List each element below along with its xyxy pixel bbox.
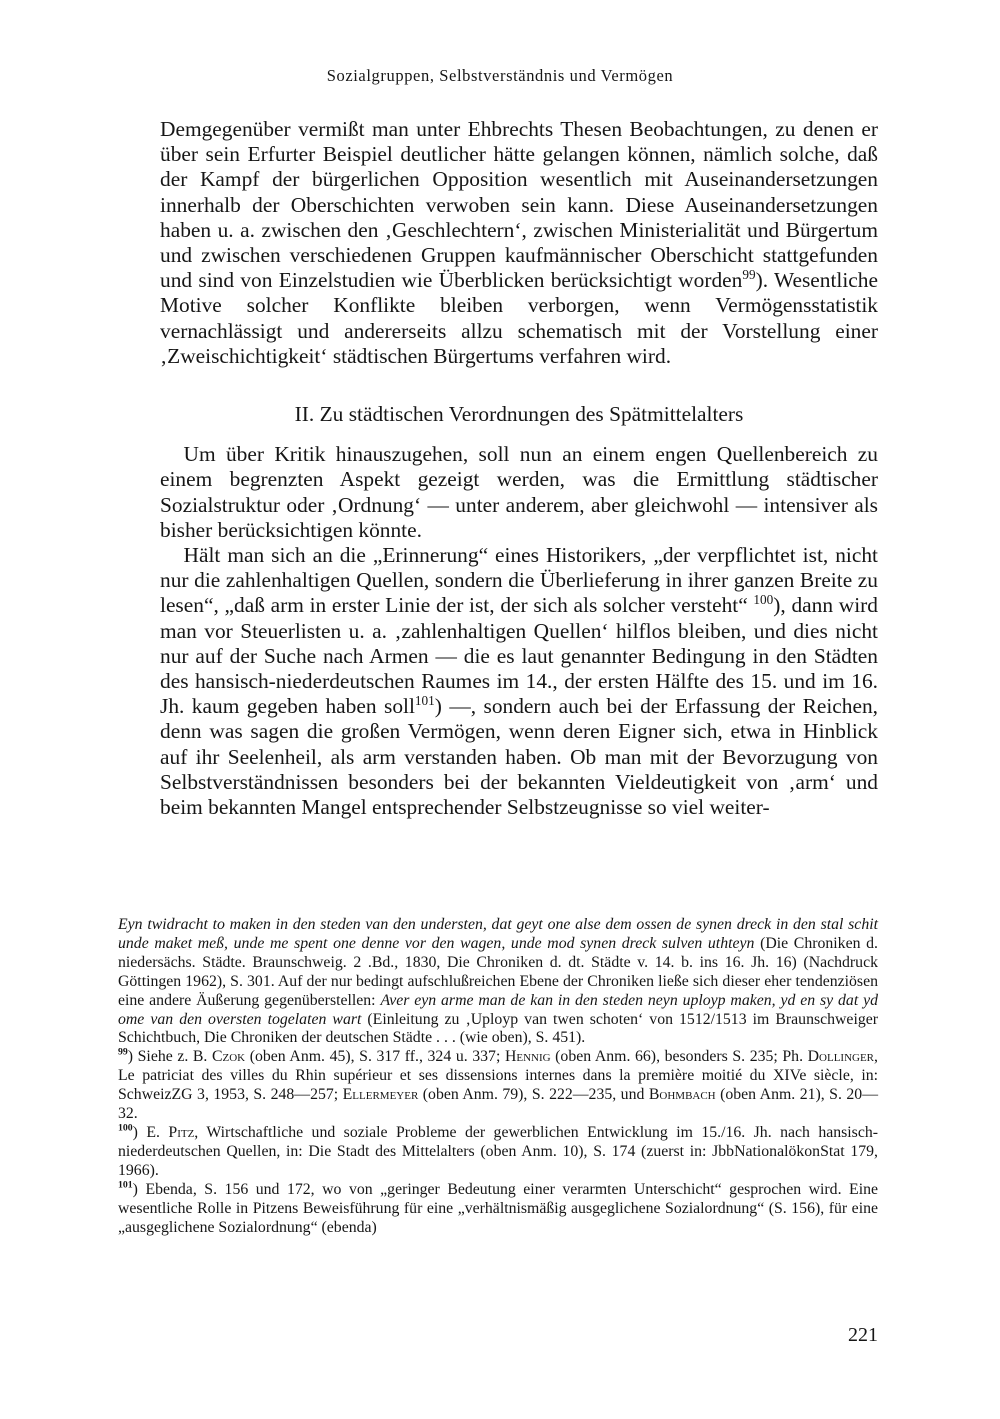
footnote-99-text: ) Siehe z. B. <box>127 1048 212 1066</box>
footnote-99-text: , Le patriciat des villes du Rhin supérieur et ses dissensions internes dans la première moitié du XIVe siècle, in: SchweizZG 3, 1953, S. 248—257; <box>118 1048 878 1104</box>
footnote-number-101: 101 <box>118 1179 133 1191</box>
page-number: 221 <box>848 1324 878 1346</box>
footnote-101-text: ) Ebenda, S. 156 und 172, wo von „geringer Bedeutung einer verarmten Unterschicht“ gesprochen wird. Eine wesentliche Rolle in Pitzens Beweisführung für eine „verhältnismäßig ausgeglichene Sozialordnung“ (S. 156), für eine „ausgeglichene Sozialordnung“ (ebenda) <box>118 1180 878 1236</box>
footnote-100-text: ) E. <box>132 1123 169 1141</box>
main-text <box>160 117 878 820</box>
author-name: Hennig <box>504 1048 551 1066</box>
paragraph-3 <box>160 543 878 820</box>
paragraph-1 <box>160 117 878 369</box>
footnote-99-text: (oben Anm. 21), S. 20—32. <box>118 1086 878 1123</box>
footnote-100 <box>118 1124 878 1181</box>
footnote-quote-2: Aver eyn arme man de kan in den steden neyn uployp maken, yd en sy dat yd ome van den oversten togelaten wart <box>118 991 878 1028</box>
running-head: Sozialgruppen, Selbstverständnis und Vermögen <box>326 66 674 85</box>
author-name: Pitz <box>168 1123 195 1141</box>
author-name: Ellermeyer <box>342 1086 419 1104</box>
footnote-continuation-text-2: (Einleitung zu ‚Uployp van twen schoten‘ von 1512/1513 im Braunschweiger Schichtbuch, Die Chroniken der deutschen Städte . . . (wie oben), S. 451). <box>118 1010 878 1047</box>
footnote-ref-101[interactable]: 101 <box>414 693 435 709</box>
footnote-99-text: (oben Anm. 45), S. 317 ff., 324 u. 337; <box>245 1048 505 1066</box>
footnote-99-text: (oben Anm. 66), besonders S. 235; Ph. <box>550 1048 808 1066</box>
paragraph-2: Um über Kritik hinauszugehen, soll nun an einem engen Quellenbereich zu einem begrenzten Aspekt gezeigt werden, was die Ermittlung städtischer Sozialstruktur oder ‚Ordnung‘ — unter anderem, aber gleichwohl — intensiver als bisher berücksichtigen könnte. <box>160 442 878 542</box>
paragraph-3-text-a: Hält man sich an die „Erinnerung“ eines Historikers, „der verpflichtet ist, nicht nur die zahlenhaltigen Quellen, sondern die Überlieferung in ihrer ganzen Breite zu lesen“, „daß arm in erster Linie der ist, der sich als solcher versteht“ <box>160 543 878 618</box>
section-heading: II. Zu städtischen Verordnungen des Spätmittelalters <box>294 402 744 427</box>
footnote-continuation-text-1: (Die Chroniken d. niedersächs. Städte. Braunschweig. 2 .Bd., 1830, Die Chroniken d. dt. Städte v. 14. b. ins 16. Jh. 16) (Nachdruck Göttingen 1962), S. 301. Auf der nur bedingt aufschlußreichen Ebene der Chroniken ließe sich dieser eher tendenziösen eine andere Äußerung gegenüberstellen: <box>118 934 878 1009</box>
footnote-ref-100[interactable]: 100 <box>753 592 774 608</box>
footnote-100-text: , Wirtschaftliche und soziale Probleme der gewerblichen Entwicklung im 15./16. Jh. nach hansisch-niederdeutschen Quellen, in: Die Stadt des Mittelalters (oben Anm. 10), S. 174 (zuerst in: JbbNationalökonStat 179, 1966). <box>118 1123 878 1179</box>
footnote-quote-1: Eyn twidracht to maken in den steden van den understen, dat geyt one alse dem ossen de synen dreck in den stal schit unde maket meß, unde me spent one denne vor den wagen, unde mod synen dreck sulven uthteyn <box>118 916 878 952</box>
footnote-number-99: 99 <box>118 1047 128 1059</box>
footnote-101 <box>118 1181 878 1238</box>
footnote-99-text: (oben Anm. 79), S. 222—235, und <box>418 1086 649 1104</box>
paragraph-3-text-b: ), dann wird man vor Steuerlisten u. a. ‚zahlenhaltigen Quellen‘ hilflos bleiben, und dies nicht nur auf der Suche nach Armen — die es laut genannter Bedingung in den Städten des hansisch-niederdeutschen Raumes im 14., der ersten Hälfte des 15. und im 16. Jh. kaum gegeben haben soll <box>160 593 878 719</box>
footnote-ref-99[interactable]: 99 <box>742 267 756 283</box>
author-name: Bohmbach <box>648 1086 716 1104</box>
paragraph-1-text-b: ). Wesentliche Motive solcher Konflikte bleiben verborgen, wenn Vermögensstatistik vernachlässigt und andererseits allzu schematisch mit der Vorstellung einer ‚Zweischichtigkeit‘ städtischen Bürgertums verfahren wird. <box>160 268 878 368</box>
author-name: Czok <box>211 1048 246 1066</box>
footnote-number-100: 100 <box>118 1122 133 1134</box>
footnotes <box>118 916 878 1237</box>
paragraph-1-text-a: Demgegenüber vermißt man unter Ehbrechts Thesen Beobachtungen, zu denen er über sein Erfurter Beispiel deutlicher hätte gelangen können, nämlich solche, daß der Kampf der bürgerlichen Opposition wesentlich mit Auseinandersetzungen innerhalb der Oberschichten verwoben sein kann. Diese Auseinandersetzungen haben u. a. zwischen den ‚Geschlechtern‘, zwischen Ministerialität und Bürgertum und zwischen verschiedenen Gruppen kaufmännischer Oberschicht stattgefunden und sind von Einzelstudien wie Überblicken berücksichtigt worden <box>160 117 878 293</box>
author-name: Dollinger <box>807 1048 875 1066</box>
footnote-99 <box>118 1048 878 1124</box>
paragraph-3-text-c: ) —, sondern auch bei der Erfassung der Reichen, denn was sagen die großen Vermögen, wenn deren Eigner sich, etwa in Hinblick auf ihr Seelenheil, als arm verstanden haben. Ob man mit der Bevorzugung von Selbstverständnissen besonders bei der bekannten Vieldeutigkeit von ‚arm‘ und beim bekannten Mangel entsprechender Selbstzeugnisse so viel weiter- <box>160 694 878 820</box>
footnote-continuation <box>118 916 878 1048</box>
